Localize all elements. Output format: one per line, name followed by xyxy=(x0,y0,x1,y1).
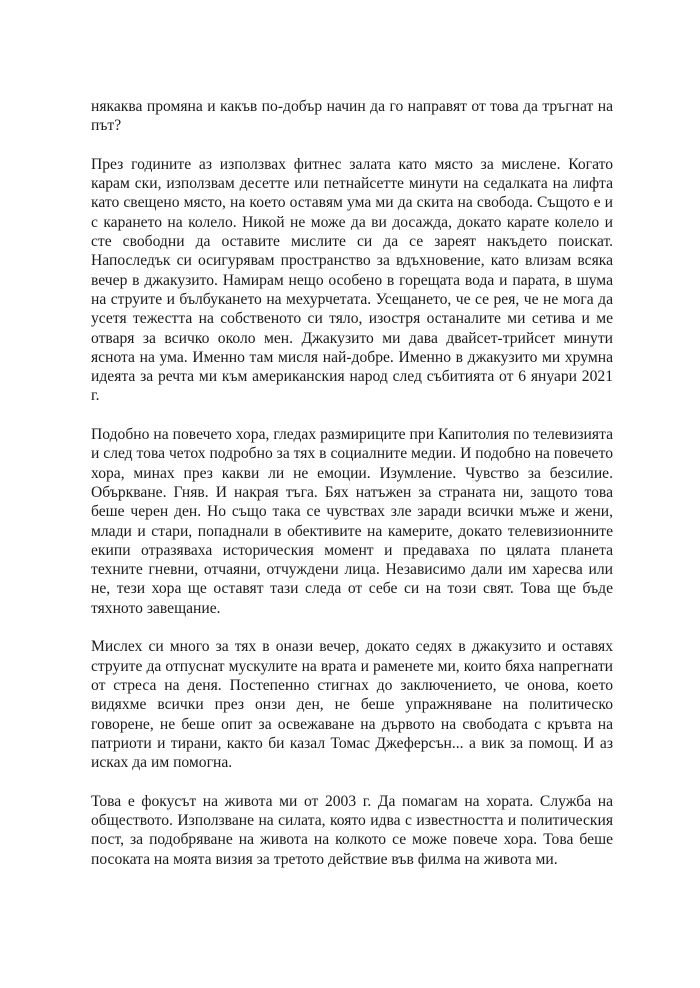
paragraph-4: Мислех си много за тях в онази вечер, докато седях в джакузито и оставях струите да отпуснат мускулите на врата и раменете ми, които бяха напрегнати от стреса на деня. Постепенно стигнах до заключението, че онова, което видяхме всички през онзи ден, не беше упражняване на политическо говорене, не беше опит за освежаване на дървото на свободата с кръвта на патриоти и тирани, както би казал Томас Джеферсън... а вик за помощ. И аз исках да им помогна. xyxy=(91,638,613,772)
paragraph-5: Това е фокусът на живота ми от 2003 г. Да помагам на хората. Служба на обществото. Използване на силата, която идва с известността и политическия пост, за подобряване на живота на колкото се може повече хора. Това беше посоката на моята визия за третото действие във филма на живота ми. xyxy=(91,792,613,868)
paragraph-3: Подобно на повечето хора, гледах размириците при Капитолия по телевизията и след това четох подробно за тях в социалните медии. И подобно на повечето хора, минах през какви ли не емоции. Изумление. Чувство за безсилие. Объркване. Гняв. И накрая тъга. Бях натъжен за страната ни, защото това беше черен ден. Но също така се чувствах зле заради всички мъже и жени, млади и стари, попаднали в обективите на камерите, докато телевизионните екипи отразяваха историческия момент и предаваха по цялата планета техните гневни, отчаяни, отчуждени лица. Независимо дали им харесва или не, тези хора ще оставят тази следа от себе си на този свят. Това ще бъде тяхното завещание. xyxy=(91,426,613,617)
paragraph-1: някаква промяна и какъв по-добър начин да го направят от това да тръгнат на път? xyxy=(91,98,613,135)
paragraph-2: През годините аз използвах фитнес залата като място за мислене. Когато карам ски, използвам десетте или петнайсетте минути на седалката на лифта като свещено място, на което оставям ума ми да скита на свобода. Същото е и с карането на колело. Никой не може да ви досажда, докато карате колело и сте свободни да оставите мислите си да се зареят накъдето поискат. Напоследък си осигурявам пространство за вдъхновение, като влизам всяка вечер в джакузито. Намирам нещо особено в горещата вода и парата, в шума на струите и бълбукането на мехурчетата. Усещането, че се рея, че не мога да усетя тежестта на собственото си тяло, изостря останалите ми сетива и ме отваря за всичко около мен. Джакузито ми дава двайсет-трийсет минути яснота на ума. Именно там мисля най-добре. Именно в джакузито ми хрумна идеята за речта ми към американския народ след събитията от 6 януари 2021 г. xyxy=(91,155,613,405)
document-body xyxy=(91,97,613,888)
